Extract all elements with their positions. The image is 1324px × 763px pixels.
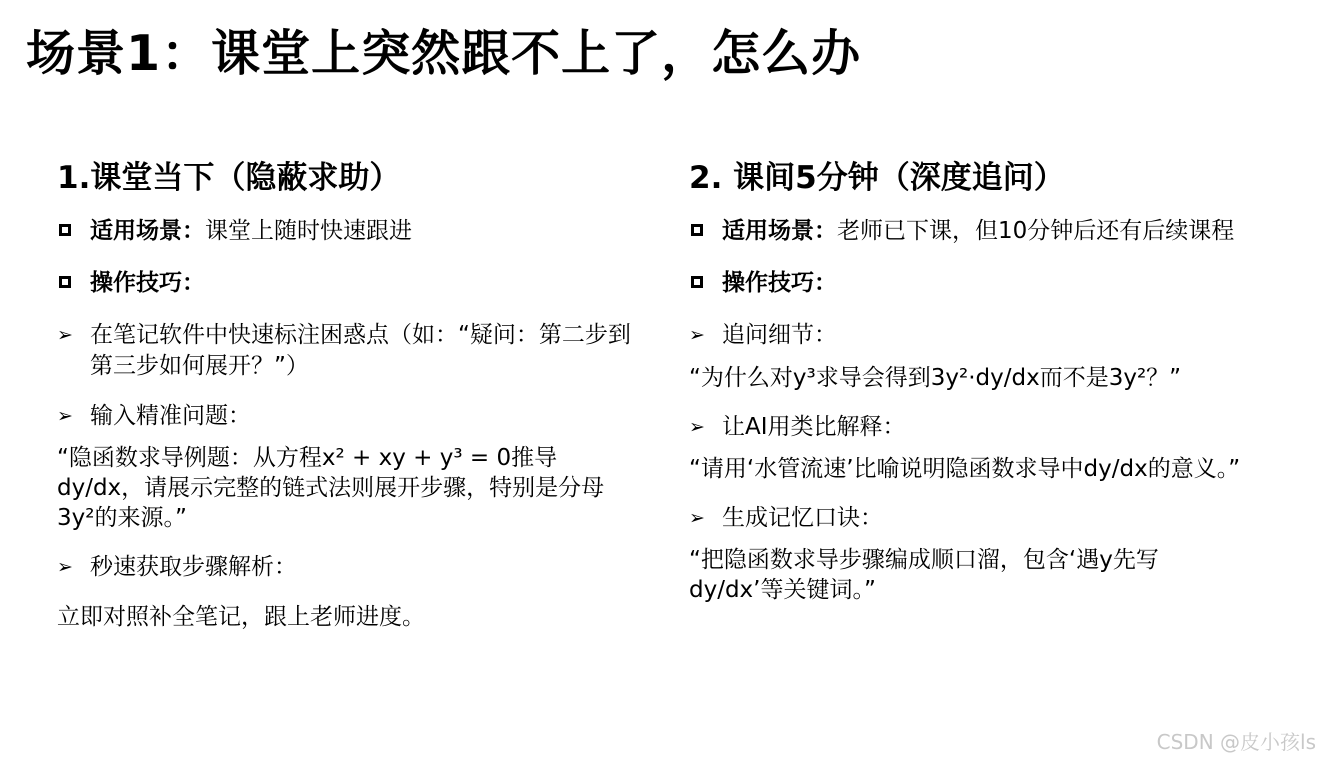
left-tips-row xyxy=(57,268,637,299)
left-scenario-text: 课堂上随时快速跟进 xyxy=(205,218,412,244)
left-bullet-3-text: 秒速获取步骤解析： xyxy=(90,554,297,580)
left-bullet-1-text: 在笔记软件中快速标注困惑点（如：“疑问：第二步到第三步如何展开？”） xyxy=(90,322,631,379)
left-closing: 立即对照补全笔记，跟上老师进度。 xyxy=(57,604,425,630)
right-scenario-row xyxy=(689,216,1289,247)
left-tips-label: 操作技巧： xyxy=(90,270,205,296)
right-scenario-colon: ： xyxy=(814,218,837,244)
checkbox-square-icon xyxy=(59,276,71,288)
left-scenario-colon: ： xyxy=(182,218,205,244)
right-quote-1: “为什么对y³求导会得到3y²·dy/dx而不是3y²？” xyxy=(689,365,1182,391)
right-quote-3: “把隐函数求导步骤编成顺口溜，包含‘遇y先写dy/dx’等关键词。” xyxy=(689,547,1159,603)
right-bullet-3 xyxy=(689,503,1289,534)
right-tips-row xyxy=(689,268,1289,299)
right-quote-2: “请用‘水管流速’比喻说明隐函数求导中dy/dx的意义。” xyxy=(689,456,1241,482)
right-scenario-label: 适用场景 xyxy=(722,218,814,244)
right-column xyxy=(689,156,1289,605)
left-quote-2: “隐函数求导例题：从方程x² + xy + y³ = 0推导dy/dx，请展示完整的链式法则展开步骤，特别是分母3y²的来源。” xyxy=(57,445,605,531)
left-bullet-1 xyxy=(57,320,650,382)
right-bullet-2-text: 让AI用类比解释： xyxy=(722,414,906,440)
left-bullet-3 xyxy=(57,552,637,583)
checkbox-square-icon xyxy=(691,224,703,236)
right-bullet-2 xyxy=(689,412,1289,443)
left-column xyxy=(57,156,637,633)
left-scenario-row xyxy=(57,216,637,247)
arrow-bullet-icon: ➢ xyxy=(57,324,73,346)
page-title: 场景1：课堂上突然跟不上了，怎么办 xyxy=(26,25,862,82)
checkbox-square-icon xyxy=(691,276,703,288)
left-bullet-2-text: 输入精准问题： xyxy=(90,403,251,429)
right-tips-label: 操作技巧： xyxy=(722,270,837,296)
right-scenario-text: 老师已下课，但10分钟后还有后续课程 xyxy=(837,218,1235,244)
left-scenario-label: 适用场景 xyxy=(90,218,182,244)
checkbox-square-icon xyxy=(59,224,71,236)
right-section-title: 2. 课间5分钟（深度追问） xyxy=(689,160,1065,196)
arrow-bullet-icon: ➢ xyxy=(689,416,705,438)
arrow-bullet-icon: ➢ xyxy=(689,507,705,529)
right-bullet-1 xyxy=(689,320,1289,351)
left-section-title: 1.课堂当下（隐蔽求助） xyxy=(57,160,401,196)
arrow-bullet-icon: ➢ xyxy=(57,405,73,427)
right-bullet-3-text: 生成记忆口诀： xyxy=(722,505,883,531)
watermark: CSDN @皮小孩ls xyxy=(1156,730,1316,754)
arrow-bullet-icon: ➢ xyxy=(689,324,705,346)
arrow-bullet-icon: ➢ xyxy=(57,556,73,578)
right-bullet-1-text: 追问细节： xyxy=(722,322,837,348)
left-bullet-2 xyxy=(57,401,637,432)
